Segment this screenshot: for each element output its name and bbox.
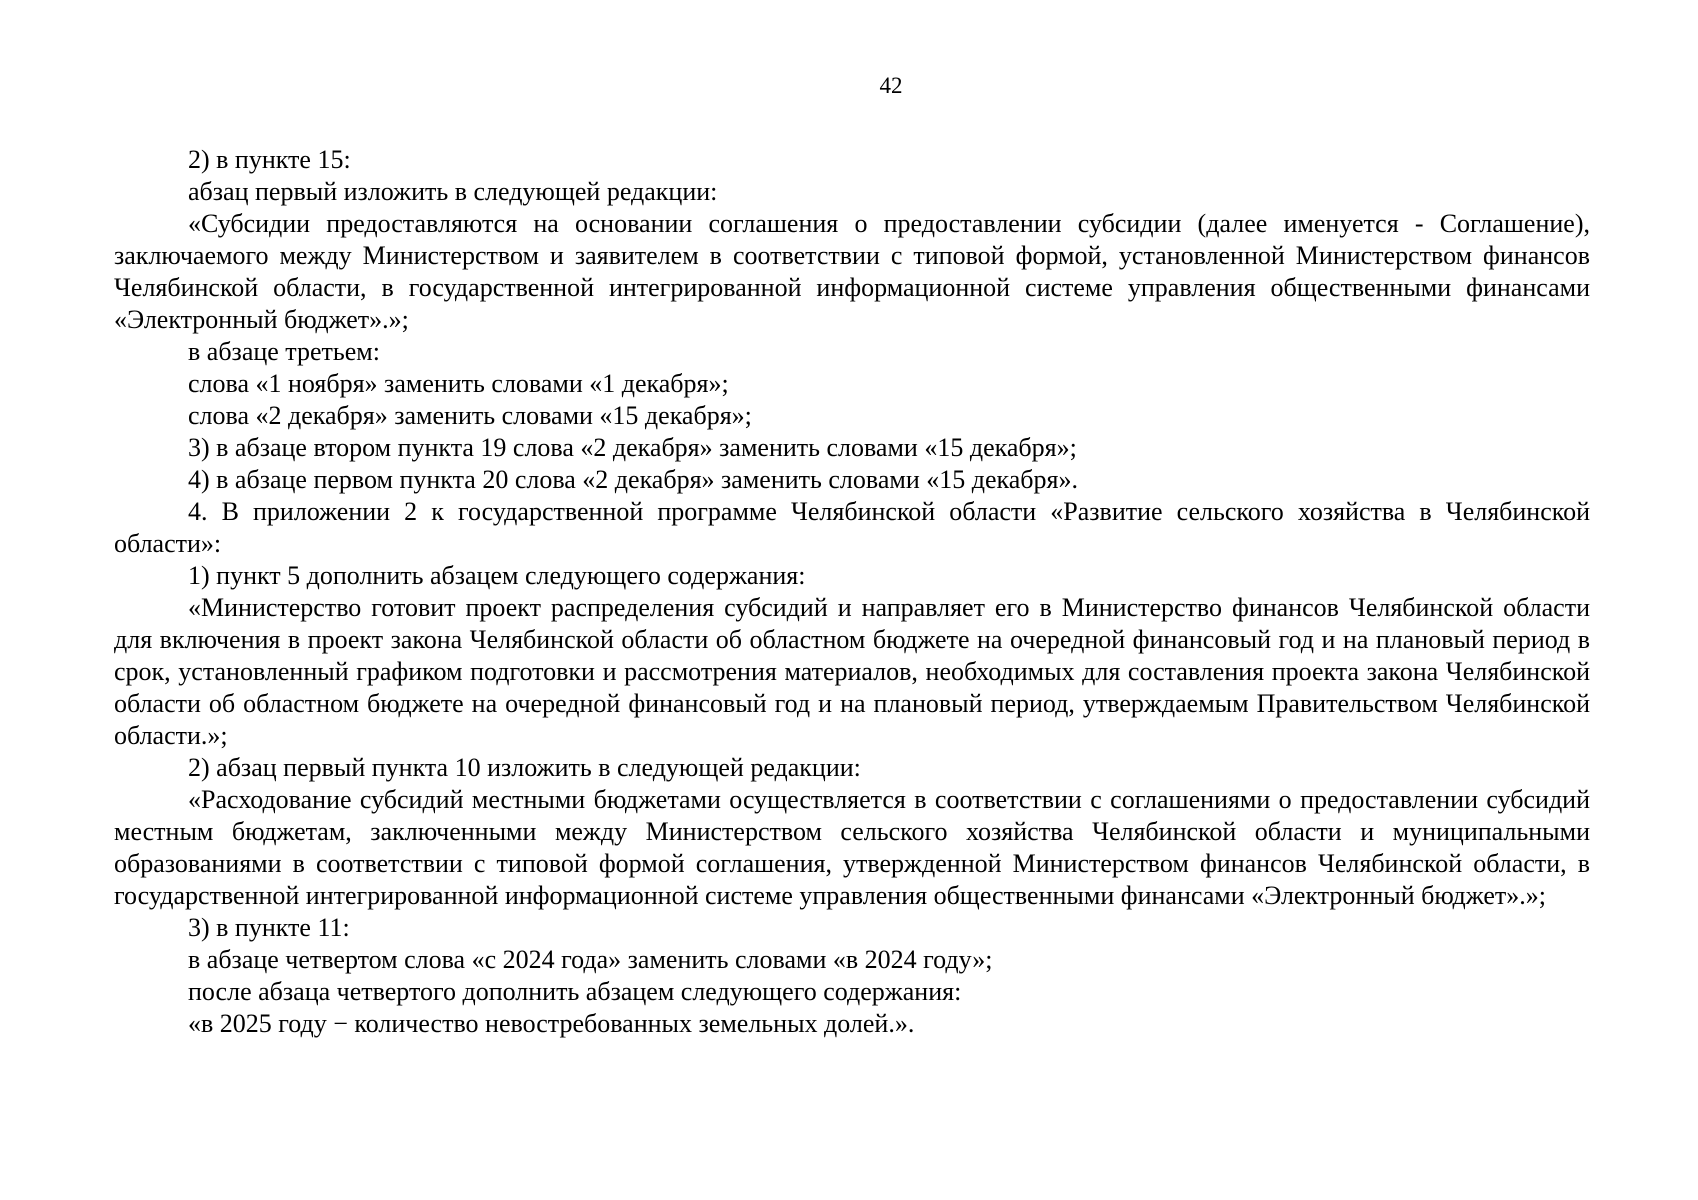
paragraph: «Расходование субсидий местными бюджетами осуществляется в соответствии с соглашениями о предоставлении субсидий местным бюджетам, заключенными между Министерством сельского хозяйства Челябинской области и муниципальными образованиями в соответствии с типовой формой соглашения, утвержденной Министерством финансов Челябинской области, в государственной интегрированной информационной системе управления общественными финансами «Электронный бюджет».»;: [114, 785, 1590, 910]
document-body: [114, 144, 1590, 1040]
paragraph: «в 2025 году − количество невостребованных земельных долей.».: [188, 1009, 915, 1038]
paragraph: слова «2 декабря» заменить словами «15 декабря»;: [188, 401, 752, 430]
paragraph: «Субсидии предоставляются на основании соглашения о предоставлении субсидии (далее именуется - Соглашение), заключаемого между Министерством и заявителем в соответствии с типовой формой, установленной Министерством финансов Челябинской области, в государственной интегрированной информационной системе управления общественными финансами «Электронный бюджет».»;: [114, 209, 1590, 334]
paragraph: 2) абзац первый пункта 10 изложить в следующей редакции:: [188, 753, 861, 782]
paragraph: 4) в абзаце первом пункта 20 слова «2 декабря» заменить словами «15 декабря».: [188, 465, 1078, 494]
paragraph: 3) в пункте 11:: [188, 913, 350, 942]
paragraph: слова «1 ноября» заменить словами «1 декабря»;: [188, 369, 729, 398]
paragraph: «Министерство готовит проект распределения субсидий и направляет его в Министерство финансов Челябинской области для включения в проект закона Челябинской области об областном бюджете на очередной финансовый год и на плановый период в срок, установленный графиком подготовки и рассмотрения материалов, необходимых для составления проекта закона Челябинской области об областном бюджете на очередной финансовый год и на плановый период, утверждаемым Правительством Челябинской области.»;: [114, 593, 1590, 750]
paragraph: в абзаце третьем:: [188, 337, 380, 366]
paragraph: 1) пункт 5 дополнить абзацем следующего содержания:: [188, 561, 806, 590]
paragraph: абзац первый изложить в следующей редакции:: [188, 177, 718, 206]
page-number: 42: [879, 73, 903, 98]
paragraph: после абзаца четвертого дополнить абзацем следующего содержания:: [188, 977, 962, 1006]
paragraph: 2) в пункте 15:: [188, 145, 351, 174]
paragraph: в абзаце четвертом слова «с 2024 года» заменить словами «в 2024 году»;: [188, 945, 993, 974]
paragraph: 4. В приложении 2 к государственной программе Челябинской области «Развитие сельского хозяйства в Челябинской области»:: [114, 497, 1590, 558]
paragraph: 3) в абзаце втором пункта 19 слова «2 декабря» заменить словами «15 декабря»;: [188, 433, 1077, 462]
